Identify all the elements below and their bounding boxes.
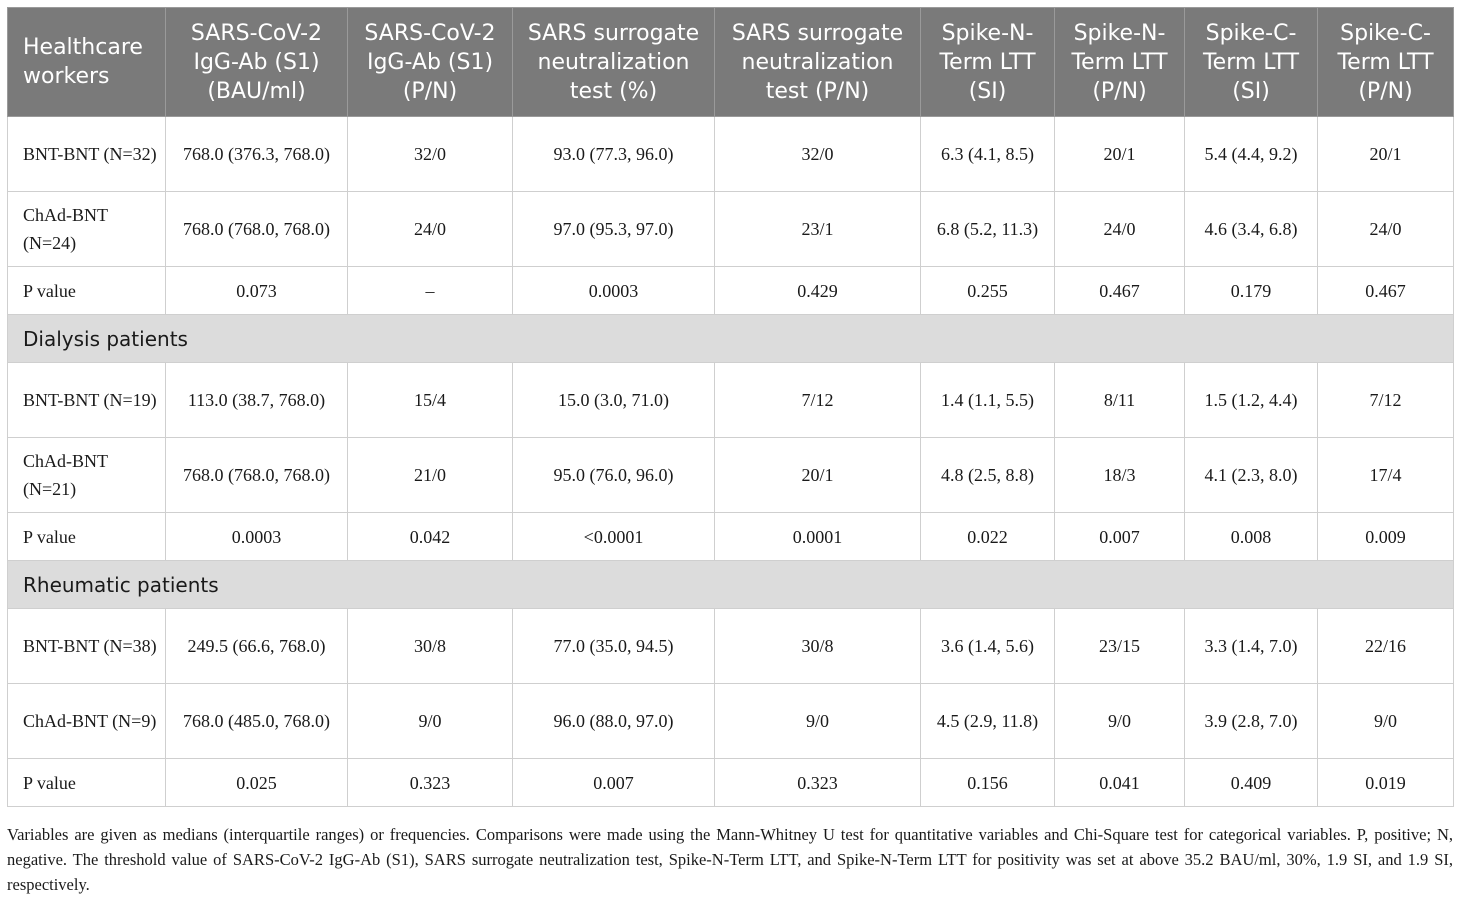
table-cell: 249.5 (66.6, 768.0) (166, 609, 348, 684)
table-cell: 21/0 (348, 438, 513, 513)
table-cell: 96.0 (88.0, 97.0) (513, 684, 715, 759)
results-table-container (7, 7, 1453, 807)
table-cell: 4.8 (2.5, 8.8) (921, 438, 1055, 513)
table-cell: 113.0 (38.7, 768.0) (166, 363, 348, 438)
table-cell: 32/0 (715, 117, 921, 192)
table-cell: 0.009 (1318, 513, 1454, 561)
table-cell: 77.0 (35.0, 94.5) (513, 609, 715, 684)
table-cell: 20/1 (715, 438, 921, 513)
table-cell: 0.019 (1318, 759, 1454, 807)
table-cell: 768.0 (485.0, 768.0) (166, 684, 348, 759)
table-cell: 0.409 (1185, 759, 1318, 807)
table-cell: 8/11 (1055, 363, 1185, 438)
table-cell: 24/0 (1055, 192, 1185, 267)
table-row (8, 192, 1454, 267)
table-cell: 6.8 (5.2, 11.3) (921, 192, 1055, 267)
table-cell: 7/12 (1318, 363, 1454, 438)
table-cell: 9/0 (1055, 684, 1185, 759)
table-cell: 0.179 (1185, 267, 1318, 315)
table-row (8, 609, 1454, 684)
table-cell: 0.0003 (513, 267, 715, 315)
row-label: ChAd-BNT (N=24) (8, 192, 166, 267)
table-row (8, 117, 1454, 192)
row-label: P value (8, 759, 166, 807)
table-cell: 30/8 (348, 609, 513, 684)
table-cell: 0.007 (1055, 513, 1185, 561)
row-label: BNT-BNT (N=32) (8, 117, 166, 192)
row-label: BNT-BNT (N=19) (8, 363, 166, 438)
table-cell: 0.467 (1055, 267, 1185, 315)
header-cterm-pn: Spike-C-Term LTT (P/N) (1318, 8, 1454, 117)
table-cell: 15.0 (3.0, 71.0) (513, 363, 715, 438)
table-row (8, 759, 1454, 807)
table-cell: 18/3 (1055, 438, 1185, 513)
table-cell: 0.073 (166, 267, 348, 315)
header-nterm-si: Spike-N-Term LTT (SI) (921, 8, 1055, 117)
table-cell: 95.0 (76.0, 96.0) (513, 438, 715, 513)
header-neut-pn: SARS surrogate neutralization test (P/N) (715, 8, 921, 117)
table-cell: 0.041 (1055, 759, 1185, 807)
table-cell: 97.0 (95.3, 97.0) (513, 192, 715, 267)
table-cell: 0.255 (921, 267, 1055, 315)
table-cell: 1.5 (1.2, 4.4) (1185, 363, 1318, 438)
table-cell: 0.0003 (166, 513, 348, 561)
table-cell: 30/8 (715, 609, 921, 684)
header-igg-bau: SARS-CoV-2 IgG-Ab (S1) (BAU/ml) (166, 8, 348, 117)
table-cell: 4.5 (2.9, 11.8) (921, 684, 1055, 759)
table-cell: 23/1 (715, 192, 921, 267)
table-cell: 0.007 (513, 759, 715, 807)
table-cell: 4.6 (3.4, 6.8) (1185, 192, 1318, 267)
table-cell: 20/1 (1318, 117, 1454, 192)
header-neut-pct: SARS surrogate neutralization test (%) (513, 8, 715, 117)
table-cell: 93.0 (77.3, 96.0) (513, 117, 715, 192)
table-row (8, 684, 1454, 759)
header-cterm-si: Spike-C-Term LTT (SI) (1185, 8, 1318, 117)
table-cell: 6.3 (4.1, 8.5) (921, 117, 1055, 192)
row-label: BNT-BNT (N=38) (8, 609, 166, 684)
table-cell: 9/0 (715, 684, 921, 759)
table-cell: 0.008 (1185, 513, 1318, 561)
table-cell: – (348, 267, 513, 315)
section-label: Dialysis patients (8, 315, 1454, 363)
table-cell: 7/12 (715, 363, 921, 438)
table-cell: 22/16 (1318, 609, 1454, 684)
section-row-rheumatic (8, 561, 1454, 609)
table-row (8, 513, 1454, 561)
results-table (7, 7, 1454, 807)
table-cell: 15/4 (348, 363, 513, 438)
table-cell: 0.429 (715, 267, 921, 315)
header-row (8, 8, 1454, 117)
table-cell: 0.467 (1318, 267, 1454, 315)
row-label: ChAd-BNT (N=9) (8, 684, 166, 759)
table-cell: 0.0001 (715, 513, 921, 561)
table-cell: 24/0 (348, 192, 513, 267)
table-cell: 0.042 (348, 513, 513, 561)
table-cell: 3.6 (1.4, 5.6) (921, 609, 1055, 684)
table-cell: 1.4 (1.1, 5.5) (921, 363, 1055, 438)
table-cell: 768.0 (376.3, 768.0) (166, 117, 348, 192)
row-label: P value (8, 267, 166, 315)
table-row (8, 363, 1454, 438)
table-row (8, 267, 1454, 315)
table-footnote: Variables are given as medians (interquartile ranges) or frequencies. Comparisons were made using the Mann-Whitney U test for quantitative variables and Chi-Square test for categorical variables. P, positive; N, negative. The threshold value of SARS-CoV-2 IgG-Ab (S1), SARS surrogate neutralization test, Spike-N-Term LTT, and Spike-N-Term LTT for positivity was set at above 35.2 BAU/ml, 30%, 1.9 SI, and 1.9 SI, respectively. (7, 825, 1453, 894)
header-igg-pn: SARS-CoV-2 IgG-Ab (S1) (P/N) (348, 8, 513, 117)
table-cell: 3.3 (1.4, 7.0) (1185, 609, 1318, 684)
table-cell: 0.156 (921, 759, 1055, 807)
table-cell: 0.022 (921, 513, 1055, 561)
section-row-dialysis (8, 315, 1454, 363)
table-cell: 5.4 (4.4, 9.2) (1185, 117, 1318, 192)
table-cell: <0.0001 (513, 513, 715, 561)
row-label: ChAd-BNT (N=21) (8, 438, 166, 513)
table-cell: 32/0 (348, 117, 513, 192)
table-cell: 0.323 (348, 759, 513, 807)
header-group: Healthcare workers (8, 8, 166, 117)
table-cell: 9/0 (348, 684, 513, 759)
table-cell: 9/0 (1318, 684, 1454, 759)
section-label: Rheumatic patients (8, 561, 1454, 609)
table-cell: 0.025 (166, 759, 348, 807)
row-label: P value (8, 513, 166, 561)
header-nterm-pn: Spike-N-Term LTT (P/N) (1055, 8, 1185, 117)
table-cell: 3.9 (2.8, 7.0) (1185, 684, 1318, 759)
table-cell: 0.323 (715, 759, 921, 807)
table-cell: 23/15 (1055, 609, 1185, 684)
table-row (8, 438, 1454, 513)
table-cell: 768.0 (768.0, 768.0) (166, 192, 348, 267)
table-cell: 20/1 (1055, 117, 1185, 192)
table-cell: 24/0 (1318, 192, 1454, 267)
table-cell: 768.0 (768.0, 768.0) (166, 438, 348, 513)
table-cell: 17/4 (1318, 438, 1454, 513)
table-cell: 4.1 (2.3, 8.0) (1185, 438, 1318, 513)
